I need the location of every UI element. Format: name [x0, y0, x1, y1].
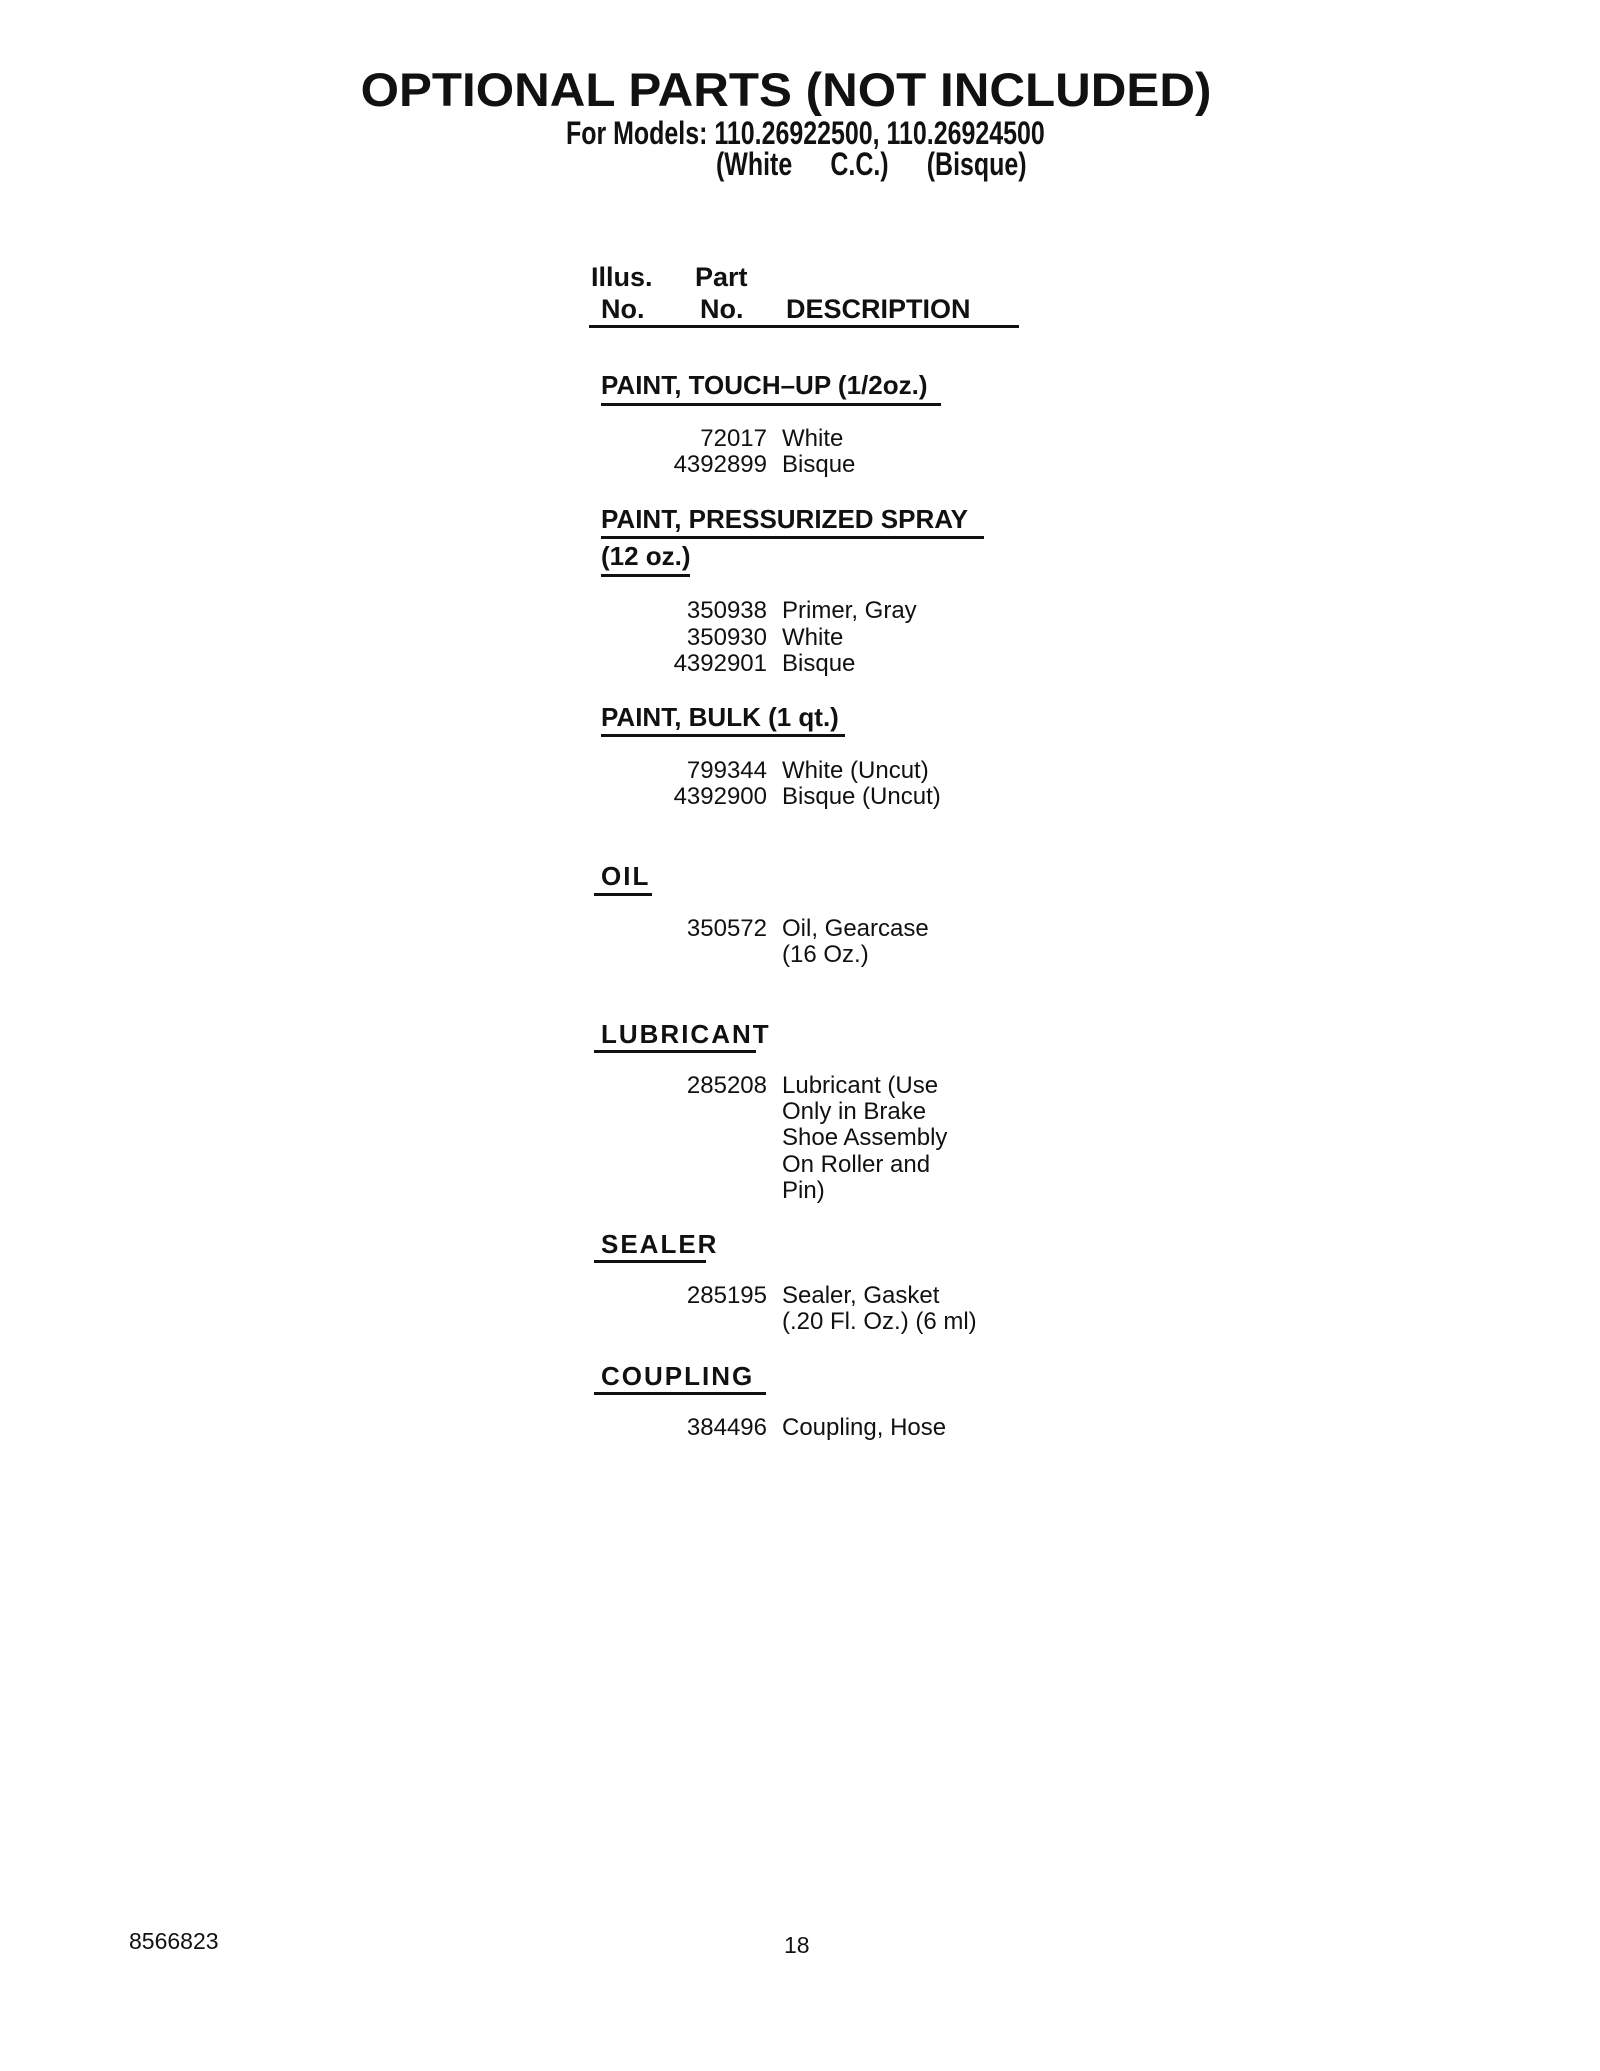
part-number: 72017: [700, 425, 767, 452]
part-description: Bisque (Uncut): [782, 783, 941, 810]
section-title-sealer: SEALER: [601, 1229, 719, 1259]
part-description-continued: Shoe Assembly: [782, 1124, 948, 1151]
part-number: 4392899: [673, 451, 767, 478]
page-title: OPTIONAL PARTS (NOT INCLUDED): [360, 63, 1212, 116]
header-part-bottom: No.: [700, 294, 744, 324]
section-rule: [601, 574, 690, 577]
section-title-lubricant: LUBRICANT: [601, 1019, 771, 1049]
part-description: Lubricant (Use: [782, 1072, 939, 1099]
part-description: White: [782, 624, 844, 651]
part-description: White: [782, 425, 844, 452]
section-title-oil: OIL: [601, 861, 651, 891]
part-description-continued: Pin): [782, 1177, 825, 1204]
header-illus-top: Illus.: [591, 262, 653, 292]
part-number: 285195: [686, 1282, 767, 1309]
part-description: Bisque: [782, 451, 856, 478]
part-description: Primer, Gray: [782, 597, 917, 624]
section-rule: [601, 403, 941, 406]
page-number: 18: [784, 1932, 810, 1958]
document-number: 8566823: [129, 1928, 219, 1954]
section-title-paint-touchup: PAINT, TOUCH–UP (1/2oz.): [601, 370, 928, 400]
header-description: DESCRIPTION: [786, 294, 971, 324]
models-variants: [716, 146, 1027, 183]
part-description: White (Uncut): [782, 757, 929, 784]
part-description: Bisque: [782, 650, 856, 677]
section-rule: [594, 1392, 766, 1395]
part-number: 4392901: [673, 650, 767, 677]
section-subtitle-paint-spray: (12 oz.): [601, 541, 691, 571]
part-number: 384496: [686, 1414, 767, 1441]
section-title-paint-bulk: PAINT, BULK (1 qt.): [601, 702, 839, 732]
models-line: For Models: 110.26922500, 110.26924500: [566, 115, 1045, 151]
variant-white: (White C.C.): [716, 146, 889, 182]
section-rule: [594, 1050, 756, 1053]
section-rule: [594, 893, 652, 896]
section-rule: [601, 734, 845, 737]
section-title-coupling: COUPLING: [601, 1361, 755, 1391]
header-part-top: Part: [695, 262, 748, 292]
part-number: 285208: [686, 1072, 767, 1099]
part-number: 350930: [686, 624, 767, 651]
header-illus-bottom: No.: [601, 294, 645, 324]
part-description-continued: (16 Oz.): [782, 941, 869, 968]
part-number: 799344: [686, 757, 767, 784]
section-rule: [601, 536, 984, 539]
part-number: 350572: [686, 915, 767, 942]
part-number: 350938: [686, 597, 767, 624]
section-title-paint-spray: PAINT, PRESSURIZED SPRAY: [601, 504, 968, 534]
part-description: Oil, Gearcase: [782, 915, 929, 942]
header-rule: [589, 325, 1019, 328]
part-description-continued: Only in Brake: [782, 1098, 927, 1125]
part-description: Coupling, Hose: [782, 1414, 947, 1441]
section-rule: [594, 1260, 706, 1263]
part-number: 4392900: [673, 783, 767, 810]
part-description: Sealer, Gasket: [782, 1282, 940, 1309]
part-description-continued: (.20 Fl. Oz.) (6 ml): [782, 1308, 977, 1335]
part-description-continued: On Roller and: [782, 1151, 931, 1178]
variant-bisque: (Bisque): [926, 146, 1027, 182]
